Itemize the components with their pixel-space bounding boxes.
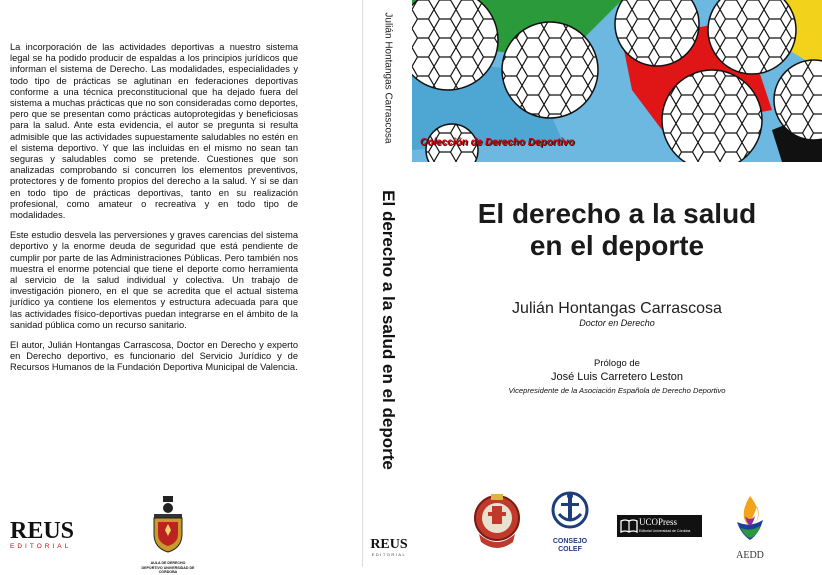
back-cover bbox=[0, 0, 362, 574]
ball-5 bbox=[662, 70, 762, 162]
colef-logo bbox=[548, 490, 592, 554]
reus-logo-word: REUS bbox=[10, 518, 75, 544]
collection-name: Colección de Derecho Deportivo bbox=[420, 137, 575, 148]
book-title-line-2: en el deporte bbox=[529, 230, 705, 261]
reus-spine-sub: EDITORIAL bbox=[371, 552, 407, 557]
reus-logo-back bbox=[10, 518, 75, 550]
book-title bbox=[412, 198, 822, 262]
book-author: Julián Hontangas Carrascosa bbox=[512, 300, 722, 317]
ball-2 bbox=[502, 22, 598, 118]
aedd-flame-icon bbox=[733, 494, 767, 544]
reus-logo-sub: EDITORIAL bbox=[10, 543, 72, 550]
spine-author: Julián Hontangas Carrascosa bbox=[382, 12, 394, 144]
crest-caption: AULA DE DERECHO DEPORTIVO UNIVERSIDAD DE CÓRDOBA bbox=[141, 561, 195, 574]
blurb-paragraph-3: El autor, Julián Hontangas Carrascosa, Doctor en Derecho y experto en Derecho deportivo, es funcionario del Servicio Jurídico y de Recursos Humanos de la Fundación Deportiva Municipal de Valencia. bbox=[10, 340, 298, 373]
university-crest-icon bbox=[473, 490, 521, 552]
cover-illustration bbox=[412, 0, 822, 162]
university-crest-logo bbox=[470, 490, 524, 557]
prologue-label: Prólogo de bbox=[594, 358, 640, 369]
author-degree: Doctor en Derecho bbox=[579, 318, 655, 328]
colef-anchor-icon bbox=[550, 490, 590, 532]
ucopress-subtitle: Editorial Universidad de Córdoba bbox=[639, 529, 691, 533]
colef-caption: CONSEJO COLEF bbox=[552, 538, 588, 553]
back-cover-blurb bbox=[10, 42, 298, 383]
aula-crest-logo bbox=[140, 496, 196, 575]
book-title-line-1: El derecho a la salud bbox=[477, 198, 757, 229]
crest-icon bbox=[148, 496, 188, 554]
aedd-caption: AEDD bbox=[736, 550, 764, 561]
ucopress-name: UCOPress bbox=[639, 517, 678, 527]
reus-logo-spine bbox=[369, 538, 409, 557]
ucopress-book-icon bbox=[620, 517, 638, 535]
aedd-logo bbox=[730, 494, 770, 561]
prologue-author: José Luis Carretero Leston bbox=[550, 371, 684, 383]
front-cover bbox=[412, 0, 822, 567]
reus-spine-word: REUS bbox=[370, 537, 408, 552]
spine bbox=[362, 0, 414, 567]
blurb-paragraph-1: La incorporación de las actividades deportivas a nuestro sistema legal se ha podido producir de espaldas a los principios jurídicos que informan el sistema de Derecho. Las modalidades, especialidades y todo tipo de prácticas se aglutinan en federaciones deportivas conforme a una técnica preconstitucional que ha dejado fuera del sistema a muchas prácticas que no son consideradas como deportes, pero que se presentan como prácticas autoprotegidas y beneficiosas para la salud. Ante esta evidencia, el autor se pregunta si resulta admisible que las actividades supuestamente saludables no estén en el sistema deportivo. Y que las incluidas en el mismo no sean tan seguras y saludables como se pretende. Cuestiones que son analizadas comprobando si concurren los elementos preventivos, protectores y de fomento propios del derecho a la salud. Y si se dan en todo tipo de prácticas deportivas, tanto en su realización profesional, como amateur o recreativa y en todo tipo de modalidades. bbox=[10, 42, 298, 221]
blurb-paragraph-2: Este estudio desvela las perversiones y graves carencias del sistema deportivo y la enorme deuda de seguridad que está pendiente de cumplir por parte de las Administraciones Públicas. Pero también nos muestra el enorme potencial que tiene el deporte como herramienta al servicio de la salud individual y colectiva. Un trabajo de investigación pionero, en el que se acredita que el actual sistema jurídico ya contiene los elementos y estructura adecuada para que las actividades físico-deportivas puedan integrarse en el ámbito de la sanidad pública como un recurso sanitario. bbox=[10, 230, 298, 330]
spine-title: El derecho a la salud en el deporte bbox=[379, 190, 398, 470]
prologue-author-role: Vicepresidente de la Asociación Española de Derecho Deportivo bbox=[508, 386, 726, 395]
ucopress-logo bbox=[617, 515, 702, 537]
